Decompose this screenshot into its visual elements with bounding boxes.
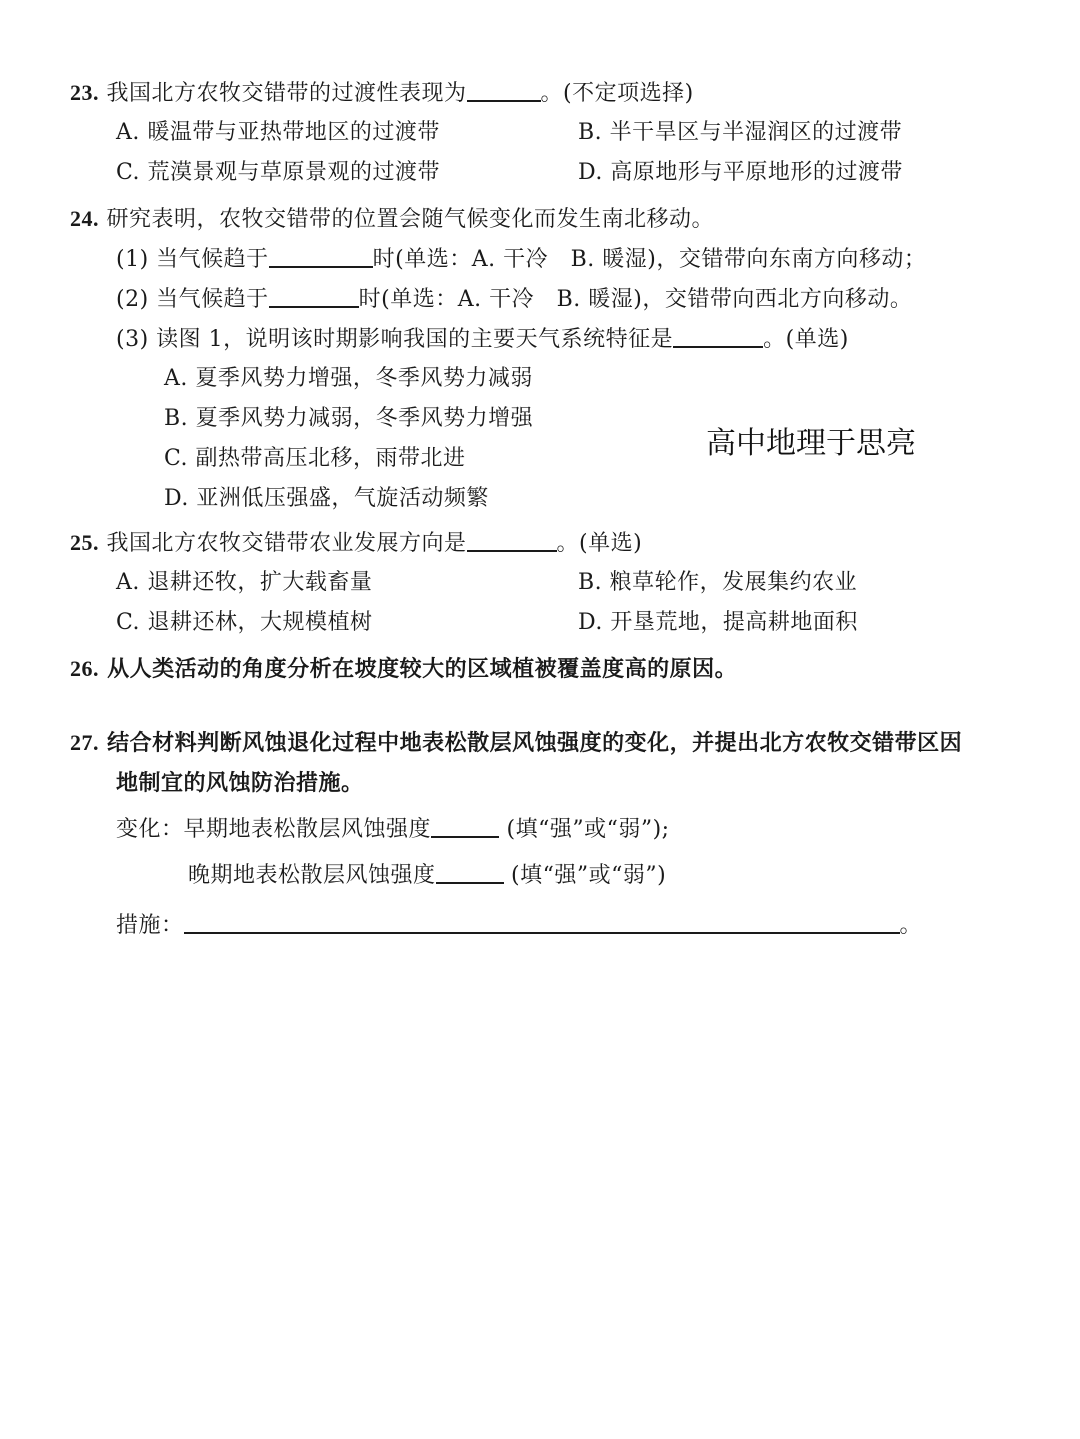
- q23-number: 23.: [70, 80, 99, 105]
- q23-option-c: C. 荒漠景观与草原景观的过渡带: [116, 160, 441, 185]
- q27-change-hint1: (填“强”或“弱”);: [506, 817, 670, 842]
- q25-suffix: 。(单选): [556, 531, 643, 556]
- q25-option-b: B. 粮草轮作，发展集约农业: [578, 570, 858, 595]
- q24-number: 24.: [70, 206, 99, 231]
- q23-stem: 我国北方农牧交错带的过渡性表现为: [106, 81, 467, 106]
- q25-option-c: C. 退耕还林，大规模植树: [116, 610, 373, 635]
- q24-sub1-blank[interactable]: [269, 244, 373, 268]
- q24-option-a: A. 夏季风势力增强，冬季风势力减弱: [164, 366, 533, 391]
- q24-sub3: [116, 324, 849, 355]
- q27-measure-end: 。: [899, 913, 923, 938]
- q23-option-a: A. 暖温带与亚热带地区的过渡带: [116, 120, 440, 145]
- q27-change-hint2: (填“强”或“弱”): [511, 863, 667, 888]
- q25-option-a: A. 退耕还牧，扩大载畜量: [116, 570, 373, 595]
- q24-sub2-blank[interactable]: [269, 284, 359, 308]
- q25-stem: 我国北方农牧交错带农业发展方向是: [106, 531, 467, 556]
- q25-line: [70, 528, 642, 559]
- q27-late-blank[interactable]: [436, 860, 504, 884]
- q26-stem: 从人类活动的角度分析在坡度较大的区域植被覆盖度高的原因。: [107, 656, 738, 682]
- q26-number: 26.: [70, 656, 99, 681]
- q27-number: 27.: [70, 730, 99, 755]
- q27-change-early: [116, 814, 670, 845]
- q24-sub3-suffix: 。(单选): [763, 327, 849, 352]
- q24-sub1-suffix: 时(单选：A. 干冷 B. 暖湿)，交错带向东南方向移动；: [372, 247, 927, 272]
- q23-answer-blank[interactable]: [467, 78, 541, 102]
- q27-change-late: [188, 860, 666, 891]
- q27-late-label: 晚期地表松散层风蚀强度: [188, 863, 436, 888]
- q24-sub1-prefix: (1) 当气候趋于: [116, 247, 269, 272]
- q24-sub3-blank[interactable]: [673, 324, 763, 348]
- q25-answer-blank[interactable]: [467, 528, 557, 552]
- watermark-text: 高中地理于思亮: [706, 426, 916, 461]
- q27-line2: 地制宜的风蚀防治措施。: [116, 770, 364, 796]
- q27-stem-line1: 结合材料判断风蚀退化过程中地表松散层风蚀强度的变化，并提出北方农牧交错带区因: [107, 730, 963, 756]
- q26-line: [70, 654, 737, 684]
- q27-measure: [116, 910, 922, 941]
- q27-early-blank[interactable]: [431, 814, 499, 838]
- q23-option-d: D. 高原地形与平原地形的过渡带: [578, 160, 903, 185]
- q24-sub3-prefix: (3) 读图 1，说明该时期影响我国的主要天气系统特征是: [116, 327, 674, 352]
- q24-sub2-suffix: 时(单选：A. 干冷 B. 暖湿)，交错带向西北方向移动。: [358, 287, 913, 312]
- q27-change-label: 变化：早期地表松散层风蚀强度: [116, 817, 432, 842]
- q24-sub2: [116, 284, 912, 315]
- q24-sub1: [116, 244, 926, 275]
- q25-number: 25.: [70, 530, 99, 555]
- q24-line: [70, 204, 714, 235]
- q27-measure-label: 措施：: [116, 913, 184, 938]
- q24-option-d: D. 亚洲低压强盛，气旋活动频繁: [164, 486, 489, 511]
- q24-option-c: C. 副热带高压北移，雨带北进: [164, 446, 466, 471]
- q24-option-b: B. 夏季风势力减弱，冬季风势力增强: [164, 406, 534, 431]
- q24-sub2-prefix: (2) 当气候趋于: [116, 287, 269, 312]
- q23-line: [70, 78, 694, 109]
- q23-option-b: B. 半干旱区与半湿润区的过渡带: [578, 120, 903, 145]
- q27-measure-blank[interactable]: [184, 910, 900, 934]
- q27-line1: [70, 728, 962, 758]
- q23-suffix: 。(不定项选择): [540, 81, 694, 106]
- q25-option-d: D. 开垦荒地，提高耕地面积: [578, 610, 858, 635]
- q24-stem: 研究表明，农牧交错带的位置会随气候变化而发生南北移动。: [106, 207, 715, 232]
